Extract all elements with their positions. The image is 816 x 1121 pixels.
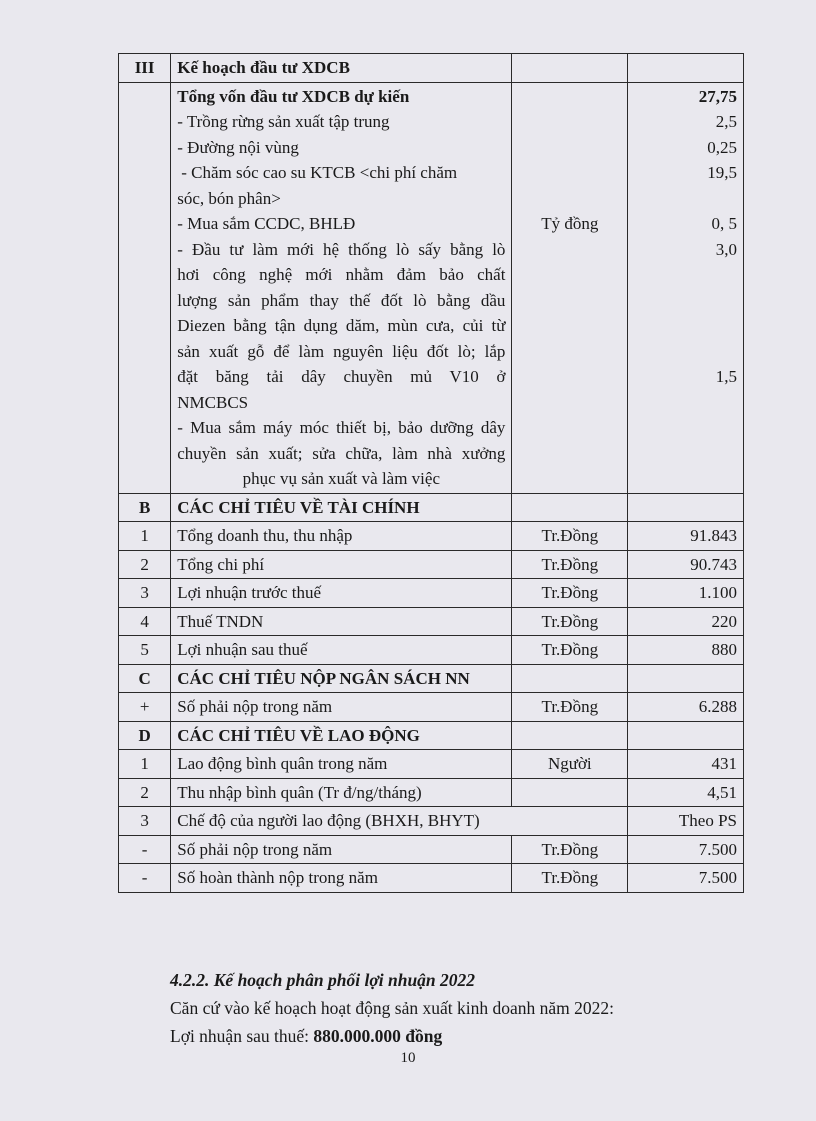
section-b-header — [119, 493, 744, 522]
list-item-cont: sản xuất gỗ để làm nguyên liệu đốt lò; lắp — [177, 341, 506, 361]
section-title: CÁC CHỈ TIÊU NỘP NGÂN SÁCH NN — [171, 664, 512, 693]
list-item-cont: Diezen bằng tận dụng dăm, mùn cưa, củi từ — [177, 316, 506, 335]
profit-label: Lợi nhuận sau thuế: — [170, 1026, 314, 1046]
list-item-cont: NMCBCS — [177, 392, 249, 412]
total-investment-value: 27,75 — [698, 86, 737, 106]
value: 0,25 — [707, 137, 737, 157]
profit-line — [170, 1022, 760, 1050]
table-row: 3 Chế độ của người lao động (BHXH, BHYT) Theo PS — [119, 807, 744, 836]
unit-column — [512, 82, 628, 493]
section-iii-header — [119, 54, 744, 83]
page-number: 10 — [400, 1050, 416, 1066]
list-item: - Trồng rừng sản xuất tập trung — [177, 112, 390, 131]
profit-distribution-section — [170, 966, 760, 1050]
table-row: 2 Tổng chi phí Tr.Đồng 90.743 — [119, 550, 744, 579]
section-d-header — [119, 721, 744, 750]
list-item-cont: hơi công nghệ mới nhằm đảm bảo chất — [177, 265, 506, 284]
table-row: - Số hoàn thành nộp trong năm Tr.Đồng 7.500 — [119, 864, 744, 893]
table-row: - Số phải nộp trong năm Tr.Đồng 7.500 — [119, 835, 744, 864]
list-item: - Đường nội vùng — [177, 137, 299, 157]
section-title: CÁC CHỈ TIÊU VỀ TÀI CHÍNH — [171, 493, 512, 522]
total-investment-label: Tổng vốn đầu tư XDCB dự kiến — [177, 86, 410, 106]
value: 3,0 — [715, 239, 737, 259]
value: 0, 5 — [711, 214, 737, 233]
value: 19,5 — [707, 163, 737, 182]
section-title: Kế hoạch đầu tư XDCB — [171, 54, 512, 83]
list-item: - Chăm sóc cao su KTCB <chi phí chăm — [181, 163, 458, 182]
unit-label: Tỷ đồng — [541, 214, 599, 233]
table-row: 4 Thuế TNDN Tr.Đồng 220 — [119, 607, 744, 636]
section-heading: 4.2.2. Kế hoạch phân phối lợi nhuận 2022 — [170, 970, 476, 990]
table-row: 3 Lợi nhuận trước thuế Tr.Đồng 1.100 — [119, 579, 744, 608]
section-number: B — [119, 493, 171, 522]
list-item: - Đầu tư làm mới hệ thống lò sấy bằng lò — [177, 239, 506, 259]
list-item-cont: chuyền sản xuất; sửa chữa, làm nhà xưởng — [177, 443, 506, 463]
section-iii-body — [119, 82, 744, 493]
section-title: CÁC CHỈ TIÊU VỀ LAO ĐỘNG — [171, 721, 512, 750]
value-column — [628, 82, 744, 493]
list-item: - Mua sắm máy móc thiết bị, bảo dưỡng dây — [177, 418, 506, 437]
section-number: D — [119, 721, 171, 750]
list-item-cont: lượng sản phẩm thay thế đốt lò bằng dầu — [177, 290, 506, 310]
value: 2,5 — [715, 112, 737, 131]
table-row: 1 Tổng doanh thu, thu nhập Tr.Đồng 91.843 — [119, 522, 744, 551]
table-row: + Số phải nộp trong năm Tr.Đồng 6.288 — [119, 693, 744, 722]
investment-items — [171, 82, 512, 493]
section-number: III — [119, 54, 171, 83]
section-c-header — [119, 664, 744, 693]
paragraph: Căn cứ vào kế hoạch hoạt động sản xuất kinh doanh năm 2022: — [170, 998, 614, 1018]
plan-table — [118, 53, 744, 893]
profit-value: 880.000.000 đồng — [313, 1026, 443, 1046]
table-row: 5 Lợi nhuận sau thuế Tr.Đồng 880 — [119, 636, 744, 665]
list-item-cont: sóc, bón phân> — [177, 188, 281, 208]
value: 1,5 — [715, 367, 737, 386]
list-item-cont: phục vụ sản xuất và làm việc — [242, 469, 440, 488]
table-row: 2 Thu nhập bình quân (Tr đ/ng/tháng) 4,51 — [119, 778, 744, 807]
section-number: C — [119, 664, 171, 693]
list-item: - Mua sắm CCDC, BHLĐ — [177, 214, 356, 233]
list-item-cont: đặt băng tải dây chuyền mủ V10 ở — [177, 367, 506, 386]
table-row: 1 Lao động bình quân trong năm Người 431 — [119, 750, 744, 779]
